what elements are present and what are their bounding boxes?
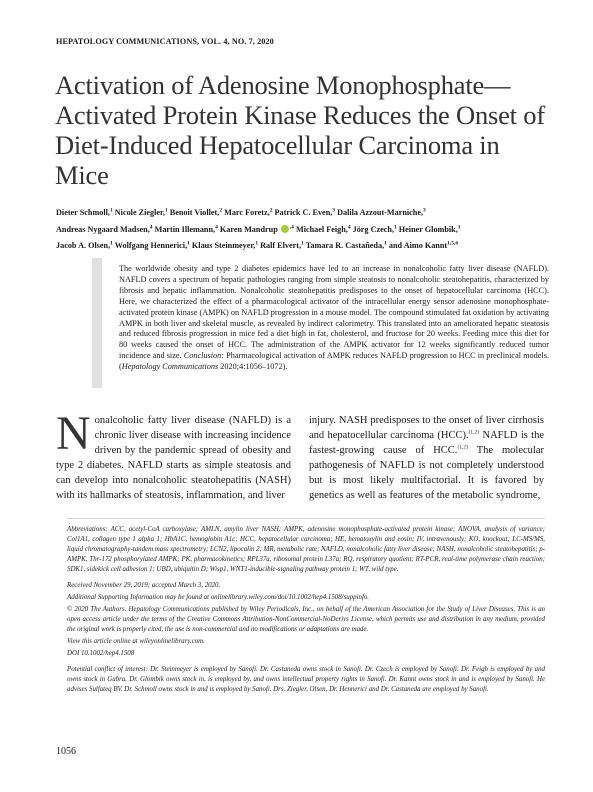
intro-text-right: The molecular pathogenesis of NAFLD is not completely understood but is most likely multifactorial. It is favored by genetics as well as features of the metabolic syndrome, xyxy=(309,445,544,502)
author-name: Dieter Schmoll, xyxy=(56,208,110,217)
affiliation-sup: 1,5,6 xyxy=(447,240,459,247)
affiliation-sup: 1 xyxy=(109,207,113,214)
doi-note: DOI 10.1002/hep4.1508 xyxy=(67,650,135,657)
affiliation-sup: 1 xyxy=(384,240,387,247)
author-name: Heiner Glombik, xyxy=(398,224,458,234)
conclusion-text: Pharmacological activation of AMPK reduces NAFLD progression to HCC in preclinical models. xyxy=(226,351,550,361)
citation-ref: (1,2) xyxy=(457,444,468,451)
author-line xyxy=(56,205,556,222)
affiliation-sup: 1 xyxy=(187,240,190,247)
citation-ref: (1,2) xyxy=(468,429,480,436)
author-name: Wolfgang Hennerici, xyxy=(114,241,188,250)
affiliation-sup: 2 xyxy=(269,207,273,214)
author-name: Karen Mandrup xyxy=(219,224,278,234)
conclusion-label: Conclusion: xyxy=(183,351,225,361)
supporting-info-note: Additional Supporting Information may be found at onlinelibrary.wiley.com/doi/10.1002/hep4.1508/suppinfo. xyxy=(67,594,370,601)
author-name: and Aimo Kannt xyxy=(388,241,448,250)
view-online-note: View this article online at wileyonlinelibrary.com. xyxy=(67,638,205,645)
author-name: Benoit Viollet, xyxy=(169,208,220,217)
author-line xyxy=(56,238,556,255)
affiliation-sup: 3 xyxy=(332,207,336,214)
license-note: © 2020 The Authors. Hepatology Communications published by Wiley Periodicals, Inc., on behalf of the American Association for the Study of Liver Diseases. This is an open access article under the terms of the Creative Commons Attribution-NonCommercial-NoDerivs License, which permits use and distribution in any medium, provided the original work is properly cited, the use is non-commercial and no modifications or adaptations are made. xyxy=(67,606,545,633)
conflict-note: Potential conflict of interest: Dr. Steinmeyer is employed by Sanofi. Dr. Castaneda owns stock in Sanofi. Dr. Czech is employed by Sanofi. Dr. Feigh is employed by and owns stock in Gubra. Dr. Glombik owns stock in, is employed by, and owns intellectual property rights in Sanofi. Dr. Kannt owns stock in and is employed by Sanofi. He advises Sulfateq BV. Dr. Schmoll owns stock in and is employed by Sanofi. Drs. Ziegler, Olsen, Dr. Hennerici and Dr. Castaneda are employed by Sanofi. xyxy=(67,666,545,693)
journal-header: HEPATOLOGY COMMUNICATIONS, VOL. 4, NO. 7, 2020 xyxy=(56,37,274,46)
author-name: Martin Illemann, xyxy=(154,224,216,234)
author-name: Andreas Nygaard Madsen, xyxy=(56,224,150,234)
author-name: Nicole Ziegler, xyxy=(114,208,165,217)
author-name: Ralf Elvert, xyxy=(260,241,302,250)
author-line xyxy=(56,222,556,239)
affiliation-sup: 1 xyxy=(394,223,397,230)
abbreviations-note: Abbreviations: ACC, acetyl-CoA carboxylase; AMLN, amylin liver NASH; AMPK, adenosine monophosphate-activated protein kinase; ANOVA, analysis of variance; Col1A1, collagen type 1 alpha 1; HbA1C, hemoglobin A1c; HCC, hepatocellular carcinoma; HE, hematoxylin and eosin; IV, intravenously; KO, knockout; LC-MS/MS, liquid chromatography-tandem mass spectrometry; LCN2, lipocalin 2; MR, metabolic rate; NAFLD, nonalcoholic fatty liver disease; NASH, nonalcoholic steatohepatitis; p-AMPK, Thr-172 phosphorylated AMPK; PK, pharmacokinetics; RPL37a, ribosomal protein L37a; RQ, respiratory quotient; RT-PCR, real-time polymerase chain reaction; SDK1, sidekick cell adhesion 1; UBD, ubiquitin D; Wisp1, WNT1-inducible-signaling pathway protein 1; WT, wild type. xyxy=(67,526,545,573)
affiliation-sup: 1 xyxy=(255,240,259,247)
body-column-right xyxy=(309,413,544,504)
intro-text-left: onalcoholic fatty liver disease (NAFLD) is a chronic liver disease with increasing incidence driven by the pandemic spread of obesity and type 2 diabetes. NAFLD starts as simple steatosis and can develop into nonalcoholic steatohepatitis (NASH) with its hallmarks of steatosis, inflammation, and liver xyxy=(56,415,291,502)
intro-text-right: NAFLD is the fastest-growing cause of HCC. xyxy=(309,430,544,457)
author-list xyxy=(56,205,556,255)
page-number: 1056 xyxy=(56,746,76,757)
received-note: Received November 29, 2019; accepted March 3, 2020. xyxy=(67,582,221,589)
author-name: Jacob A. Olsen, xyxy=(56,241,111,250)
intro-text-right: injury. NASH predisposes to the onset of liver cirrhosis and hepatocellular carcinoma (HCC). xyxy=(309,415,544,442)
affiliation-sup: ,4 xyxy=(289,223,294,230)
article-title: Activation of Adenosine Monophosphate—Activated Protein Kinase Reduces the Onset of Diet-Induced Hepatocellular Carcinoma in Mice xyxy=(55,70,545,190)
abstract-body: The worldwide obesity and type 2 diabetes epidemics have led to an increase in nonalcoholic fatty liver disease (NAFLD). NAFLD covers a spectrum of hepatic pathologies ranging from simple steatosis to nonalcoholic steatohepatitis, characterized by fibrosis and hepatic inflammation. Nonalcoholic steatohepatitis predisposes to the onset of hepatocellular carcinoma (HCC). Here, we characterized the effect of a pharmacological activator of the intracellular energy sensor adenosine monophosphate-activated protein kinase (AMPK) on NAFLD progression in a mouse model. The compound stimulated fat oxidation by activating AMPK in both liver and skeletal muscle, as revealed by indirect calorimetry. This translated into an ameliorated hepatic steatosis and reduced fibrosis progression in mice fed a diet high in fat, cholesterol, and fructose for 20 weeks. Feeding mice this diet for 80 weeks caused the onset of HCC. The administration of the AMPK activator for 12 weeks significantly reduced tumor incidence and size. xyxy=(119,264,549,361)
affiliation-sup: 1 xyxy=(301,240,304,247)
abstract: The worldwide obesity and type 2 diabetes epidemics have led to an increase in nonalcoholic fatty liver disease (NAFLD). NAFLD covers a spectrum of hepatic pathologies ranging from simple steatosis to nonalcoholic steatohepatitis, characterized by fibrosis and hepatic inflammation. Nonalcoholic steatohepatitis predisposes to the onset of hepatocellular carcinoma (HCC). Here, we characterized the effect of a pharmacological activator of the intracellular energy sensor adenosine monophosphate-activated protein kinase (AMPK) on NAFLD progression in a mouse model. The compound stimulated fat oxidation by activating AMPK in both liver and skeletal muscle, as revealed by indirect calorimetry. This translated into an ameliorated hepatic steatosis and reduced fibrosis progression in mice fed a diet high in fat, cholesterol, and fructose for 20 weeks. Feeding mice this diet for 80 weeks caused the onset of HCC. The administration of the AMPK activator for 12 weeks significantly reduced tumor incidence and size. Conclusion: Pharmacological activation of AMPK reduces NAFLD progression to HCC in preclinical models. (Hepatology Communications 2020;4:1056–1072). xyxy=(92,258,549,388)
drop-cap: N xyxy=(56,407,91,460)
author-name: Jörg Czech, xyxy=(352,224,394,234)
footnotes xyxy=(67,518,545,697)
citation-details: 2020;4:1056–1072). xyxy=(220,362,288,372)
citation-journal: Hepatology Communications xyxy=(121,362,219,372)
affiliation-sup: 4 xyxy=(215,223,218,230)
affiliation-sup: 1 xyxy=(110,240,113,247)
orcid-icon[interactable] xyxy=(281,225,289,233)
author-name: Dalila Azzout-Marniche, xyxy=(337,208,424,217)
affiliation-sup: 1 xyxy=(457,223,461,230)
author-name: Michael Feigh, xyxy=(295,224,348,234)
affiliation-sup: 2 xyxy=(219,207,223,214)
body-column-left xyxy=(56,407,291,504)
affiliation-sup: 3 xyxy=(423,207,426,214)
author-name: Patrick C. Even, xyxy=(274,208,333,217)
author-name: Tamara R. Castañeda, xyxy=(305,241,385,250)
affiliation-sup: 1 xyxy=(164,207,168,214)
author-name: Klaus Steinmeyer, xyxy=(191,241,256,250)
affiliation-sup: 4 xyxy=(149,223,153,230)
affiliation-sup: 4 xyxy=(347,223,351,230)
author-name: Marc Foretz, xyxy=(224,208,270,217)
